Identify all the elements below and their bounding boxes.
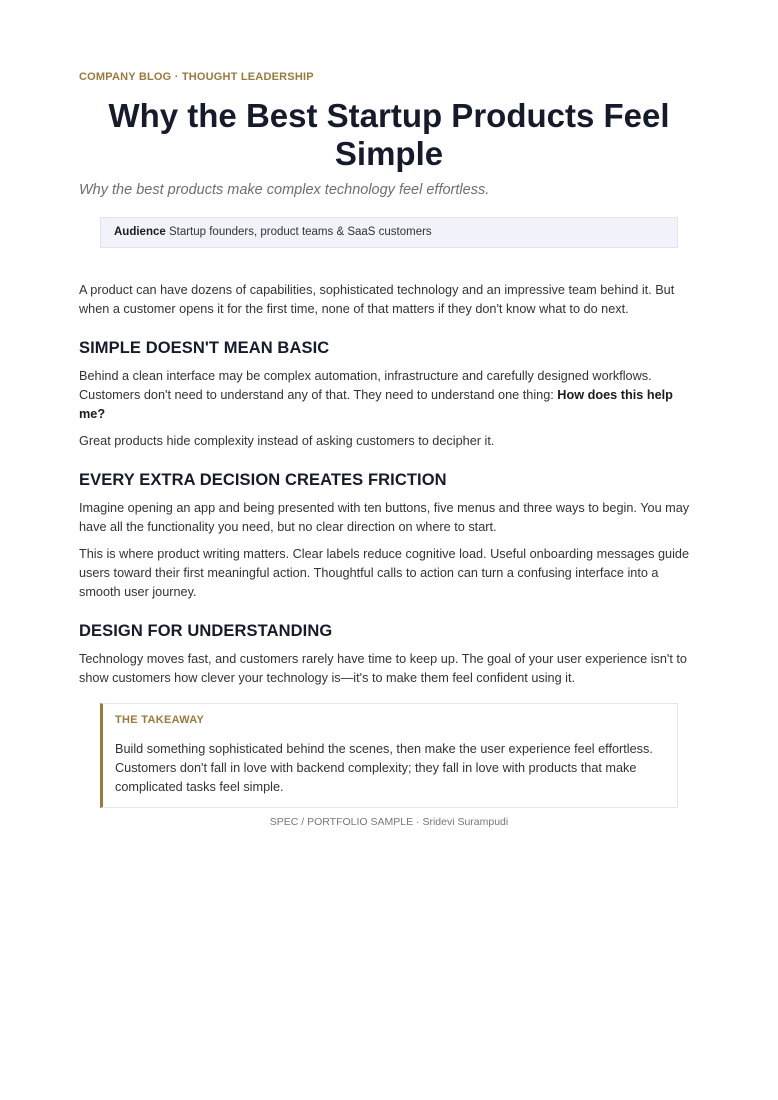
section-simple-paragraph-2: Great products hide complexity instead of asking customers to decipher it. xyxy=(79,434,495,448)
section-heading-understanding: DESIGN FOR UNDERSTANDING xyxy=(79,622,333,640)
takeaway-label: THE TAKEAWAY xyxy=(115,714,205,726)
section-simple-emphasis: How does this help me? xyxy=(79,388,673,421)
intro-paragraph: A product can have dozens of capabilities, sophisticated technology and an impressive team behind it. But when a customer opens it for the first time, none of that matters if they don't know what to do next. xyxy=(79,283,675,316)
section-friction-paragraph-1: Imagine opening an app and being presented with ten buttons, five menus and three ways to begin. You may have all the functionality you need, but no clear direction on where to start. xyxy=(79,501,690,534)
audience-value: Startup founders, product teams & SaaS customers xyxy=(168,226,432,238)
audience-label: Audience xyxy=(114,226,166,238)
section-understanding-paragraph-1: Technology moves fast, and customers rarely have time to keep up. The goal of your user experience isn't to show customers how clever your technology is—it's to make them feel confident using it. xyxy=(79,652,687,685)
eyebrow-category: COMPANY BLOG · THOUGHT LEADERSHIP xyxy=(79,71,314,83)
section-heading-simple: SIMPLE DOESN'T MEAN BASIC xyxy=(79,339,330,357)
page-subtitle: Why the best products make complex technology feel effortless. xyxy=(79,182,490,198)
section-simple-paragraph-1 xyxy=(79,367,699,424)
takeaway-callout xyxy=(100,703,678,808)
footer-credit: SPEC / PORTFOLIO SAMPLE · Sridevi Surampudi xyxy=(269,816,509,828)
audience-box xyxy=(100,217,678,248)
section-friction-paragraph-2: This is where product writing matters. Clear labels reduce cognitive load. Useful onboarding messages guide users toward their first meaningful action. Thoughtful calls to action can turn a confusing interface into a smooth user journey. xyxy=(79,547,690,599)
section-simple-paragraph-1-lead: Behind a clean interface may be complex automation, infrastructure and carefully designed workflows. Customers don't need to understand any of that. They need to understand one thing: xyxy=(79,369,652,402)
page-title: Why the Best Startup Products Feel Simple xyxy=(108,97,670,172)
takeaway-text: Build something sophisticated behind the scenes, then make the user experience feel effortless. Customers don't fall in love with backend complexity; they fall in love with products that make complicated tasks feel simple. xyxy=(115,742,653,794)
section-heading-friction: EVERY EXTRA DECISION CREATES FRICTION xyxy=(79,471,447,489)
